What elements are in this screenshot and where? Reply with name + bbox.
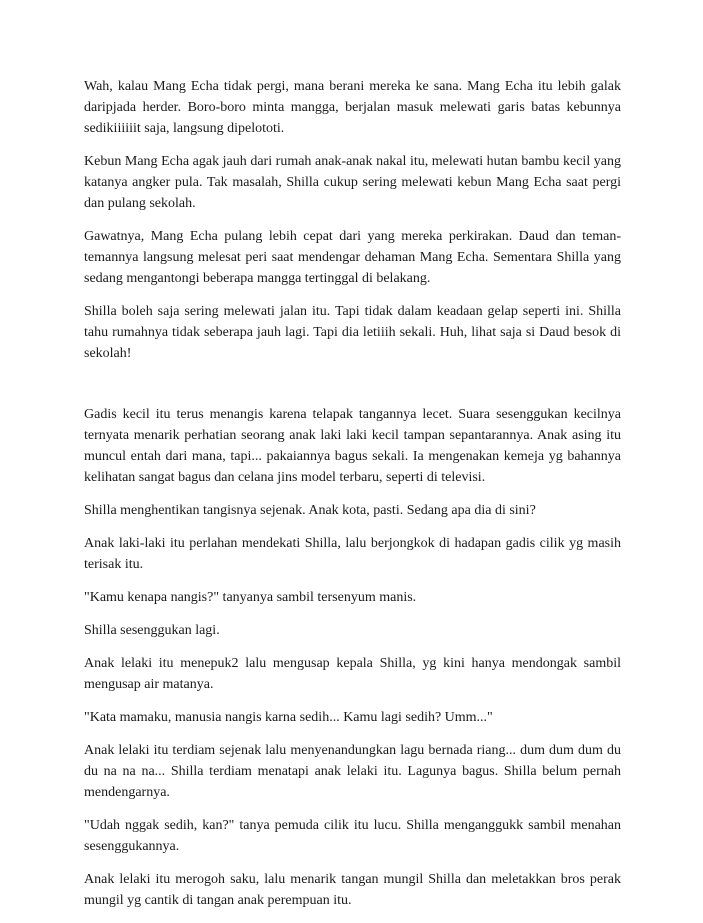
- paragraph: Shilla sesenggukan lagi.: [84, 623, 220, 638]
- paragraph: Anak lelaki itu terdiam sejenak lalu menyenandungkan lagu bernada riang... dum dum dum du du na na na... Shilla terdiam menatapi anak lelaki itu. Lagunya bagus. Shilla belum pernah mendengarnya.: [84, 743, 621, 800]
- paragraph: Anak lelaki itu menepuk2 lalu mengusap kepala Shilla, yg kini hanya mendongak sambil mengusap air matanya.: [84, 656, 621, 692]
- section-break: [84, 376, 621, 404]
- paragraph: Kebun Mang Echa agak jauh dari rumah anak-anak nakal itu, melewati hutan bambu kecil yang katanya angker pula. Tak masalah, Shilla cukup sering melewati kebun Mang Echa saat pergi dan pulang sekolah.: [84, 154, 621, 211]
- paragraph: Gadis kecil itu terus menangis karena telapak tangannya lecet. Suara sesenggukan kecilnya ternyata menarik perhatian seorang anak laki laki kecil tampan sepantarannya. Anak asing itu muncul entah dari mana, tapi... pakaiannya bagus sekali. Ia mengenakan kemeja yg bahannya kelihatan sangat bagus dan celana jins model terbaru, seperti di televisi.: [84, 407, 621, 485]
- paragraph: Gawatnya, Mang Echa pulang lebih cepat dari yang mereka perkirakan. Daud dan teman-temannya langsung melesat peri saat mendengar dehaman Mang Echa. Sementara Shilla yang sedang mengantongi beberapa mangga tertinggal di belakang.: [84, 229, 621, 286]
- paragraph: "Kata mamaku, manusia nangis karna sedih... Kamu lagi sedih? Umm...": [84, 710, 493, 725]
- paragraph: "Kamu kenapa nangis?" tanyanya sambil tersenyum manis.: [84, 590, 417, 605]
- paragraph: Wah, kalau Mang Echa tidak pergi, mana berani mereka ke sana. Mang Echa itu lebih galak daripjada herder. Boro-boro minta mangga, berjalan masuk melewati garis batas kebunnya sedikiiiiiit saja, langsung dipelototi.: [84, 79, 621, 136]
- paragraph: Shilla menghentikan tangisnya sejenak. Anak kota, pasti. Sedang apa dia di sini?: [84, 503, 536, 518]
- paragraph: "Udah nggak sedih, kan?" tanya pemuda cilik itu lucu. Shilla menganggukk sambil menahan sesenggukannya.: [84, 818, 621, 854]
- paragraph: Anak lelaki itu merogoh saku, lalu menarik tangan mungil Shilla dan meletakkan bros perak mungil yg cantik di tangan anak perempuan itu.: [84, 872, 621, 908]
- paragraph: Shilla boleh saja sering melewati jalan itu. Tapi tidak dalam keadaan gelap seperti ini. Shilla tahu rumahnya tidak seberapa jauh lagi. Tapi dia letiiih sekali. Huh, lihat saja si Daud besok di sekolah!: [84, 304, 621, 361]
- document-page: [84, 76, 621, 923]
- paragraph: Anak laki-laki itu perlahan mendekati Shilla, lalu berjongkok di hadapan gadis cilik yg masih terisak itu.: [84, 536, 621, 572]
